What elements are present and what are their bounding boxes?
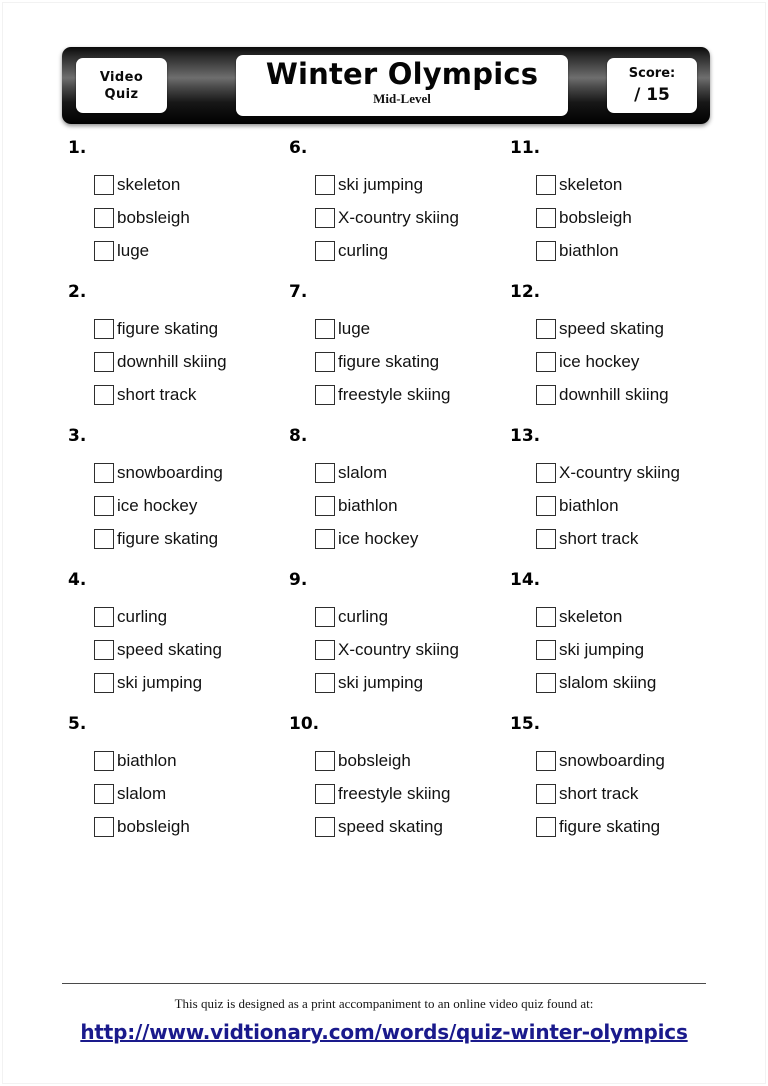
option-row[interactable]: [94, 378, 293, 411]
checkbox-icon[interactable]: [94, 607, 114, 627]
question-item: [68, 713, 293, 843]
page-subtitle: Mid-Level: [373, 91, 431, 106]
option-label: ski jumping: [559, 639, 645, 659]
checkbox-icon[interactable]: [315, 319, 335, 339]
option-label: slalom: [338, 462, 388, 482]
question-number: 12.: [510, 282, 541, 302]
option-list: [510, 600, 735, 699]
checkbox-icon[interactable]: [94, 352, 114, 372]
option-label: ice hockey: [559, 351, 640, 371]
checkbox-icon[interactable]: [315, 463, 335, 483]
question-item: [68, 281, 293, 411]
option-list: [289, 600, 514, 699]
checkbox-icon[interactable]: [315, 784, 335, 804]
option-label: speed skating: [559, 318, 664, 338]
option-label: ice hockey: [338, 528, 419, 548]
checkbox-icon[interactable]: [94, 463, 114, 483]
checkbox-icon[interactable]: [94, 208, 114, 228]
option-label: ice hockey: [117, 495, 198, 515]
checkbox-icon[interactable]: [536, 352, 556, 372]
option-label: luge: [338, 318, 371, 338]
question-number: 8.: [289, 426, 308, 446]
option-row[interactable]: [315, 378, 514, 411]
checkbox-icon[interactable]: [536, 175, 556, 195]
checkbox-icon[interactable]: [536, 241, 556, 261]
score-value: / 15: [634, 85, 670, 105]
option-row[interactable]: [536, 168, 735, 201]
option-row[interactable]: [94, 345, 293, 378]
option-row[interactable]: [315, 345, 514, 378]
checkbox-icon[interactable]: [94, 817, 114, 837]
checkbox-icon[interactable]: [94, 673, 114, 693]
question-item: [68, 569, 293, 699]
option-row[interactable]: [315, 810, 514, 843]
checkbox-icon[interactable]: [315, 529, 335, 549]
option-label: biathlon: [338, 495, 398, 515]
question-item: [289, 569, 514, 699]
option-label: slalom: [117, 783, 167, 803]
option-row[interactable]: [536, 522, 735, 555]
question-number: 6.: [289, 138, 308, 158]
question-item: [289, 425, 514, 555]
question-item: [68, 137, 293, 267]
checkbox-icon[interactable]: [536, 385, 556, 405]
option-list: [289, 312, 514, 411]
option-label: short track: [559, 528, 639, 548]
option-row[interactable]: [315, 489, 514, 522]
option-label: biathlon: [559, 495, 619, 515]
option-row[interactable]: [94, 522, 293, 555]
option-label: skeleton: [559, 174, 623, 194]
checkbox-icon[interactable]: [94, 319, 114, 339]
option-row[interactable]: [94, 456, 293, 489]
checkbox-icon[interactable]: [94, 640, 114, 660]
question-column-1: [68, 137, 293, 857]
checkbox-icon[interactable]: [315, 751, 335, 771]
option-row[interactable]: [536, 456, 735, 489]
option-list: [68, 456, 293, 555]
header-bar: [62, 47, 710, 124]
option-row[interactable]: [536, 777, 735, 810]
option-label: ski jumping: [338, 672, 424, 692]
option-label: curling: [338, 240, 389, 260]
checkbox-icon[interactable]: [315, 352, 335, 372]
option-label: X-country skiing: [338, 639, 459, 659]
option-row[interactable]: [94, 600, 293, 633]
question-item: [289, 713, 514, 843]
option-row[interactable]: [536, 312, 735, 345]
score-box: [607, 58, 697, 113]
option-label: snowboarding: [559, 750, 665, 770]
option-row[interactable]: [315, 522, 514, 555]
option-row[interactable]: [536, 600, 735, 633]
option-row[interactable]: [536, 744, 735, 777]
checkbox-icon[interactable]: [94, 751, 114, 771]
question-number: 10.: [289, 714, 320, 734]
question-number: 2.: [68, 282, 87, 302]
option-row[interactable]: [94, 810, 293, 843]
option-row[interactable]: [94, 168, 293, 201]
option-row[interactable]: [536, 378, 735, 411]
option-row[interactable]: [315, 666, 514, 699]
option-row[interactable]: [536, 633, 735, 666]
option-label: skeleton: [559, 606, 623, 626]
checkbox-icon[interactable]: [315, 607, 335, 627]
checkbox-icon[interactable]: [315, 208, 335, 228]
option-row[interactable]: [94, 744, 293, 777]
option-label: downhill skiing: [117, 351, 227, 371]
question-number: 1.: [68, 138, 87, 158]
question-number: 14.: [510, 570, 541, 590]
option-label: ski jumping: [117, 672, 203, 692]
option-row[interactable]: [536, 489, 735, 522]
option-row[interactable]: [94, 234, 293, 267]
question-item: [510, 713, 735, 843]
question-column-2: [289, 137, 514, 857]
checkbox-icon[interactable]: [315, 673, 335, 693]
option-label: curling: [117, 606, 168, 626]
option-label: X-country skiing: [559, 462, 680, 482]
option-row[interactable]: [315, 777, 514, 810]
question-column-3: [510, 137, 735, 857]
option-row[interactable]: [94, 489, 293, 522]
option-row[interactable]: [94, 201, 293, 234]
option-label: figure skating: [117, 318, 219, 338]
checkbox-icon[interactable]: [536, 784, 556, 804]
option-label: biathlon: [117, 750, 177, 770]
option-list: [510, 456, 735, 555]
checkbox-icon[interactable]: [536, 496, 556, 516]
option-row[interactable]: [536, 810, 735, 843]
option-row[interactable]: [536, 345, 735, 378]
option-label: short track: [559, 783, 639, 803]
checkbox-icon[interactable]: [315, 385, 335, 405]
option-row[interactable]: [94, 666, 293, 699]
option-row[interactable]: [94, 777, 293, 810]
question-number: 5.: [68, 714, 87, 734]
option-label: luge: [117, 240, 150, 260]
option-label: X-country skiing: [338, 207, 459, 227]
checkbox-icon[interactable]: [94, 241, 114, 261]
option-label: skeleton: [117, 174, 181, 194]
question-number: 3.: [68, 426, 87, 446]
page-title: Winter Olympics: [265, 57, 539, 91]
option-list: [289, 456, 514, 555]
option-label: speed skating: [117, 639, 222, 659]
option-row[interactable]: [536, 666, 735, 699]
option-row[interactable]: [315, 201, 514, 234]
checkbox-icon[interactable]: [536, 673, 556, 693]
option-label: speed skating: [338, 816, 443, 836]
checkbox-icon[interactable]: [536, 319, 556, 339]
option-label: bobsleigh: [117, 207, 190, 227]
checkbox-icon[interactable]: [315, 640, 335, 660]
option-label: freestyle skiing: [338, 783, 451, 803]
option-list: [510, 744, 735, 843]
option-list: [68, 600, 293, 699]
option-row[interactable]: [315, 168, 514, 201]
option-row[interactable]: [94, 633, 293, 666]
question-item: [510, 281, 735, 411]
option-label: figure skating: [117, 528, 219, 548]
checkbox-icon[interactable]: [315, 817, 335, 837]
checkbox-icon[interactable]: [536, 463, 556, 483]
score-label: Score:: [628, 66, 676, 81]
option-label: slalom skiing: [559, 672, 657, 692]
option-list: [68, 312, 293, 411]
checkbox-icon[interactable]: [94, 496, 114, 516]
video-quiz-badge-line1: Video: [99, 69, 144, 85]
option-row[interactable]: [536, 234, 735, 267]
video-quiz-badge-line2: Quiz: [104, 86, 139, 102]
checkbox-icon[interactable]: [536, 640, 556, 660]
question-number: 13.: [510, 426, 541, 446]
option-list: [510, 312, 735, 411]
option-label: ski jumping: [338, 174, 424, 194]
checkbox-icon[interactable]: [315, 241, 335, 261]
option-list: [68, 744, 293, 843]
question-number: 15.: [510, 714, 541, 734]
option-label: curling: [338, 606, 389, 626]
question-item: [510, 425, 735, 555]
option-list: [510, 168, 735, 267]
question-item: [68, 425, 293, 555]
option-label: bobsleigh: [559, 207, 632, 227]
checkbox-icon[interactable]: [536, 208, 556, 228]
question-item: [289, 137, 514, 267]
checkbox-icon[interactable]: [536, 529, 556, 549]
option-row[interactable]: [536, 201, 735, 234]
question-number: 7.: [289, 282, 308, 302]
checkbox-icon[interactable]: [94, 529, 114, 549]
checkbox-icon[interactable]: [94, 175, 114, 195]
option-row[interactable]: [315, 312, 514, 345]
question-number: 11.: [510, 138, 541, 158]
option-row[interactable]: [315, 633, 514, 666]
option-row[interactable]: [315, 600, 514, 633]
video-quiz-badge: [76, 58, 167, 113]
option-label: bobsleigh: [338, 750, 411, 770]
footer-note: This quiz is designed as a print accompaniment to an online video quiz found at:: [174, 996, 594, 1011]
option-label: bobsleigh: [117, 816, 190, 836]
footer-url-link[interactable]: http://www.vidtionary.com/words/quiz-winter-olympics: [80, 1020, 688, 1044]
title-box: [236, 55, 568, 116]
checkbox-icon[interactable]: [315, 175, 335, 195]
question-number: 9.: [289, 570, 308, 590]
option-row[interactable]: [315, 744, 514, 777]
checkbox-icon[interactable]: [94, 784, 114, 804]
question-item: [510, 569, 735, 699]
option-list: [68, 168, 293, 267]
question-number: 4.: [68, 570, 87, 590]
checkbox-icon[interactable]: [536, 751, 556, 771]
option-row[interactable]: [315, 456, 514, 489]
option-list: [289, 744, 514, 843]
question-item: [289, 281, 514, 411]
checkbox-icon[interactable]: [536, 607, 556, 627]
checkbox-icon[interactable]: [94, 385, 114, 405]
option-row[interactable]: [315, 234, 514, 267]
option-list: [289, 168, 514, 267]
option-label: figure skating: [338, 351, 440, 371]
option-label: short track: [117, 384, 197, 404]
checkbox-icon[interactable]: [315, 496, 335, 516]
question-item: [510, 137, 735, 267]
option-label: snowboarding: [117, 462, 223, 482]
option-row[interactable]: [94, 312, 293, 345]
checkbox-icon[interactable]: [536, 817, 556, 837]
option-label: figure skating: [559, 816, 661, 836]
footer-divider: [62, 983, 706, 984]
option-label: biathlon: [559, 240, 619, 260]
option-label: downhill skiing: [559, 384, 669, 404]
option-label: freestyle skiing: [338, 384, 451, 404]
